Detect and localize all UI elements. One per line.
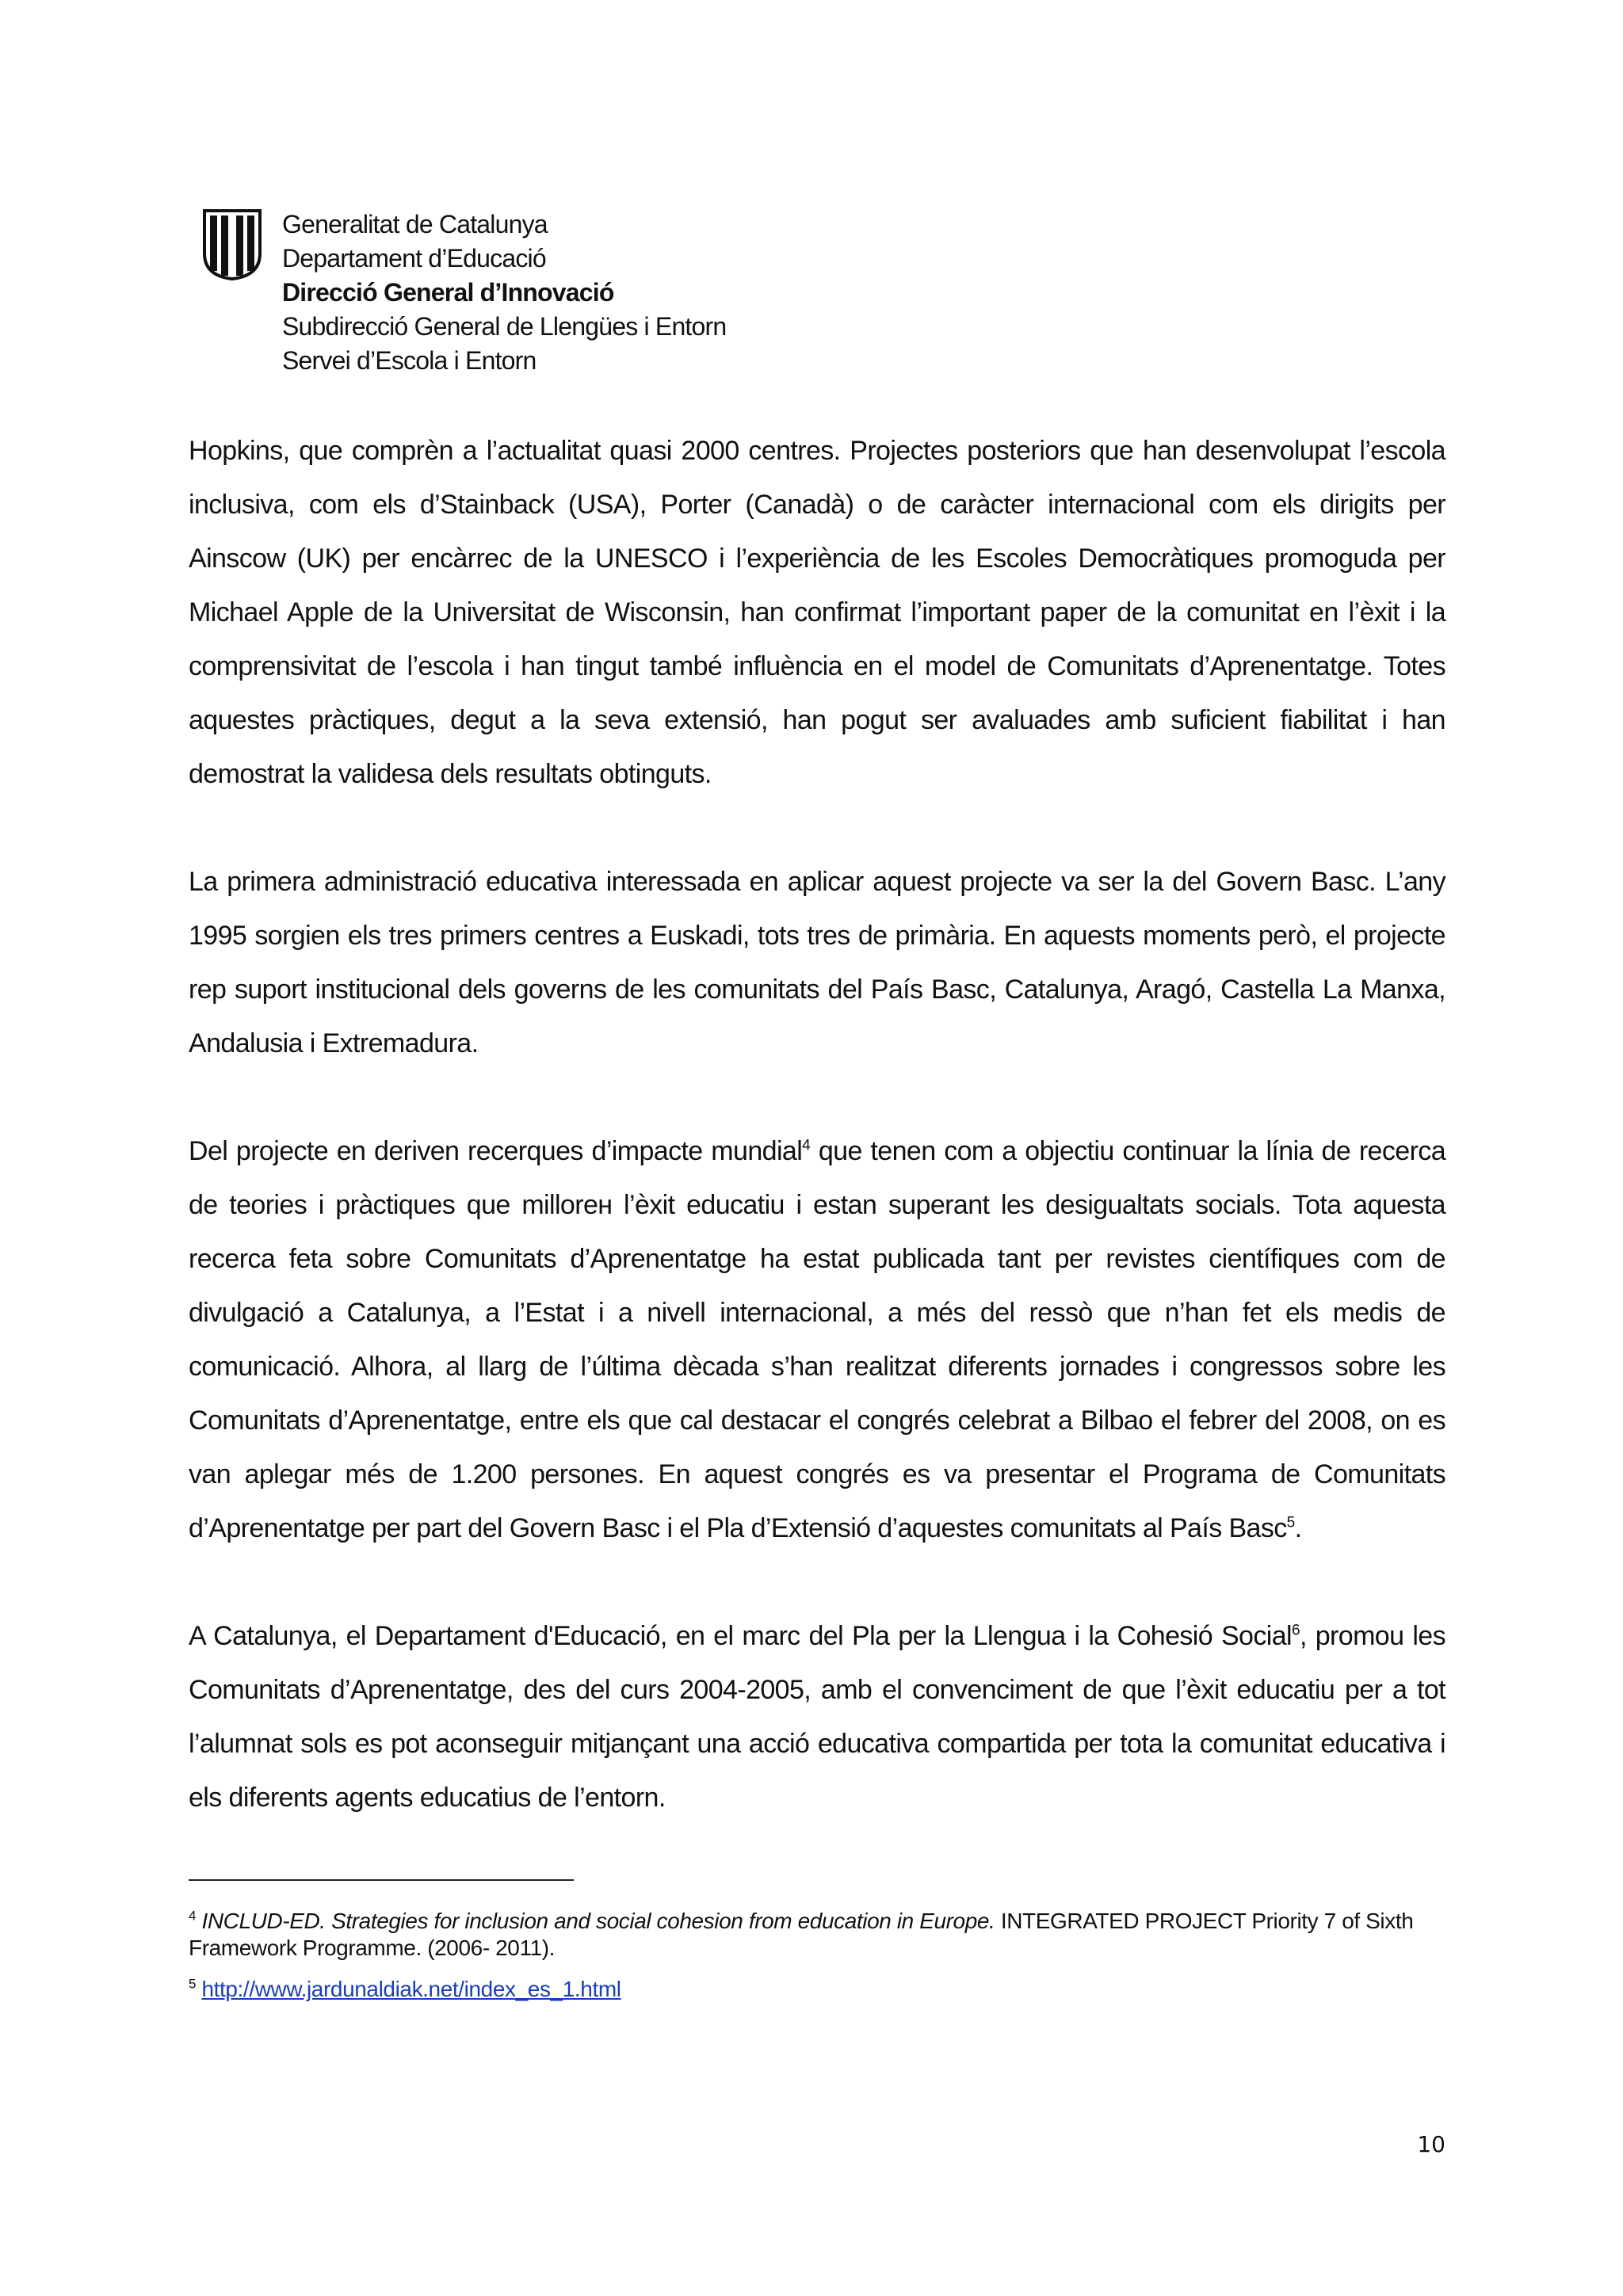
directorate-name: Direcció General d’Innovació xyxy=(282,278,614,307)
body-text xyxy=(189,424,1445,1878)
footnote-ref-4[interactable]: 4 xyxy=(802,1137,811,1154)
generalitat-logo-icon xyxy=(200,208,265,280)
paragraph-4-text-a: A Catalunya, el Departament d'Educació, en el marc del Pla per la Llengua i la Cohesió Social xyxy=(189,1621,1292,1651)
org-name: Generalitat de Catalunya xyxy=(282,210,548,238)
footnote-4-number: 4 xyxy=(189,1908,197,1924)
department-name: Departament d’Educació xyxy=(282,244,546,273)
paragraph-1: Hopkins, que comprèn a l’actualitat quasi 2000 centres. Projectes posteriors que han desenvolupat l’escola inclusiva, com els d’Stainback (USA), Porter (Canadà) o de caràcter internacional com els dirigits per Ainscow (UK) per encàrrec de la UNESCO i l’experiència de les Escoles Democràtiques promoguda per Michael Apple de la Universitat de Wisconsin, han confirmat l’important paper de la comunitat en l’èxit i la comprensivitat de l’escola i han tingut també influència en el model de Comunitats d’Aprenentatge. Totes aquestes pràctiques, degut a la seva extensió, han pogut ser avaluades amb suficient fiabilitat i han demostrat la validesa dels resultats obtinguts. xyxy=(189,436,1445,789)
footnote-5-number: 5 xyxy=(189,1976,197,1992)
footnote-5 xyxy=(189,1976,1445,2003)
paragraph-4 xyxy=(189,1609,1445,1825)
footnote-ref-5[interactable]: 5 xyxy=(1286,1514,1295,1531)
paragraph-3-text-a: Del projecte en deriven recerques d’impacte mundial xyxy=(189,1136,803,1166)
footnote-4-title: INCLUD-ED. Strategies for inclusion and social cohesion from education in Europe. xyxy=(201,1909,995,1933)
paragraph-4-text-b: , promou les Comunitats d’Aprenentatge, des del curs 2004-2005, amb el convenciment de que l’èxit educatiu per a tot l’alumnat sols es pot aconseguir mitjançant una acció educativa compartida per tota la comunitat educativa i els diferents agents educatius de l’entorn. xyxy=(189,1621,1445,1813)
footnote-5-link[interactable]: http://www.jardunaldiak.net/index_es_1.html xyxy=(201,1977,621,2001)
paragraph-2: La primera administració educativa interessada en aplicar aquest projecte va ser la del Govern Basc. L’any 1995 sorgien els tres primers centres a Euskadi, tots tres de primària. En aquests moments però, el projecte rep suport institucional dels governs de les comunitats del País Basc, Catalunya, Aragó, Castella La Manxa, Andalusia i Extremadura. xyxy=(189,867,1445,1058)
footnote-4-text: INTEGRATED PROJECT Priority 7 of Sixth Framework Programme. (2006- 2011). xyxy=(189,1909,1414,1960)
page-number: 10 xyxy=(1417,2131,1445,2157)
footnote-ref-6[interactable]: 6 xyxy=(1291,1622,1300,1639)
footnotes xyxy=(189,1908,1445,2017)
paragraph-3 xyxy=(189,1124,1445,1555)
footnote-4 xyxy=(189,1908,1445,1962)
subdirectorate-name: Subdirecció General de Llengües i Entorn xyxy=(282,312,727,341)
footnote-separator xyxy=(189,1879,574,1881)
organization-lines xyxy=(282,208,726,378)
paragraph-3-text-b: que tenen com a objectiu continuar la línia de recerca de teories i pràctiques que millorен l’èxit educatiu i estan superant les desigualtats socials. Tota aquesta recerca feta sobre Comunitats d’Aprenentatge ha estat publicada tant per revistes científiques com de divulgació a Catalunya, a l’Estat i a nivell internacional, a més del ressò que n’han fet els medis de comunicació. Alhora, al llarg de l’última dècada s’han realitzat diferents jornades i congressos sobre les Comunitats d’Aprenentatge, entre els que cal destacar el congrés celebrat a Bilbao el febrer del 2008, on es van aplegar més de 1.200 persones. En aquest congrés es va presentar el Programa de Comunitats d’Aprenentatge per part del Govern Basc i el Pla d’Extensió d’aquestes comunitats al País Basc xyxy=(189,1136,1445,1543)
service-name: Servei d’Escola i Entorn xyxy=(282,346,537,375)
paragraph-3-text-c: . xyxy=(1294,1513,1302,1543)
